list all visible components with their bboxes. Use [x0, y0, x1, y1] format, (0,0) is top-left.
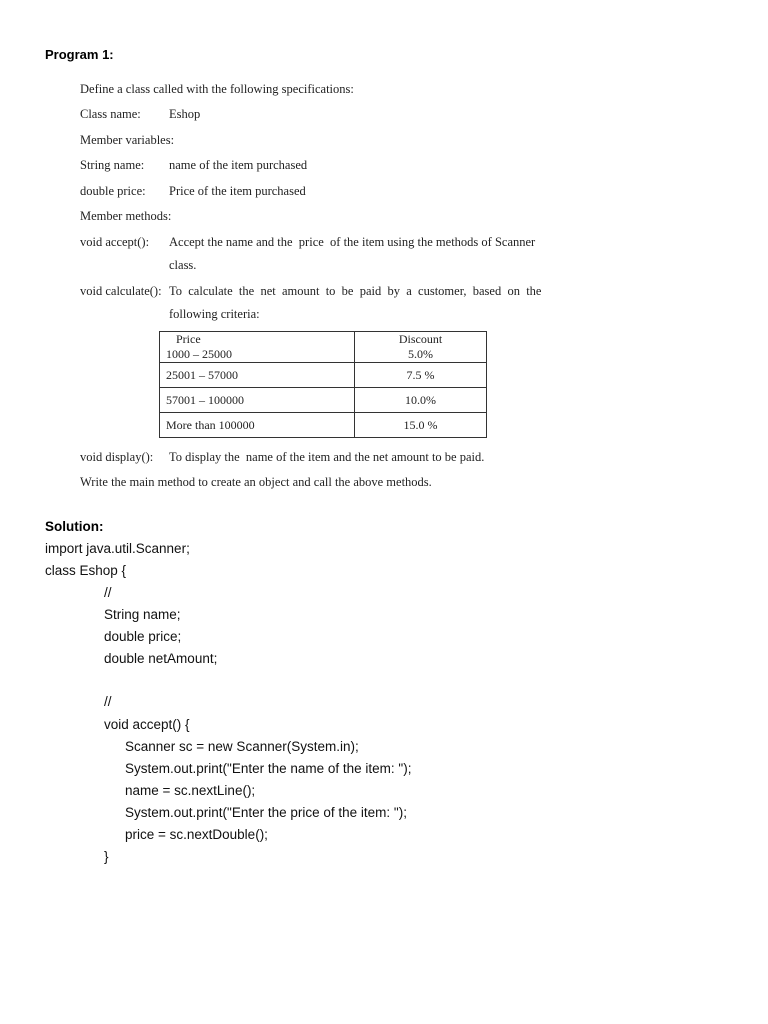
accept-desc-line2: class. — [169, 258, 197, 272]
code-line: double price; — [104, 629, 182, 644]
table-cell — [355, 332, 487, 363]
var-name-label: String name: — [80, 158, 145, 172]
code-line: double netAmount; — [104, 651, 218, 666]
accept-label: void accept(): — [80, 235, 150, 249]
table-cell-price: 57001 – 100000 — [160, 388, 355, 413]
main-method-instruction: Write the main method to create an object and call the above methods. — [80, 475, 432, 489]
calculate-label: void calculate(): — [80, 284, 162, 298]
program-heading: Program 1: — [45, 47, 114, 62]
calculate-desc-line2: following criteria: — [169, 307, 260, 321]
table-cell-discount: 5.0% — [408, 347, 433, 361]
display-label: void display(): — [80, 450, 154, 464]
table-header-row — [160, 332, 487, 363]
code-line: class Eshop { — [45, 563, 127, 578]
member-methods-heading: Member methods: — [80, 209, 172, 223]
code-line: // — [104, 694, 112, 709]
header-discount: Discount — [398, 332, 443, 346]
calculate-desc-line1: To calculate the net amount to be paid by a customer, based on the — [169, 284, 542, 298]
table-row — [160, 413, 487, 438]
code-line: price = sc.nextDouble(); — [125, 827, 268, 842]
table-cell-price: 1000 – 25000 — [166, 347, 232, 361]
code-line: } — [104, 849, 109, 864]
var-name-desc: name of the item purchased — [169, 158, 308, 172]
code-line: System.out.print("Enter the price of the item: "); — [125, 805, 407, 820]
table-cell — [160, 332, 355, 363]
header-price: Price — [176, 332, 201, 346]
member-variables-heading: Member variables: — [80, 133, 175, 147]
code-line: name = sc.nextLine(); — [125, 783, 256, 798]
table-cell-discount: 15.0 % — [355, 413, 487, 438]
display-desc: To display the name of the item and the net amount to be paid. — [169, 450, 485, 464]
class-name-value: Eshop — [169, 107, 201, 121]
table-cell-discount: 7.5 % — [355, 363, 487, 388]
table-cell-discount: 10.0% — [355, 388, 487, 413]
table-cell-price: 25001 – 57000 — [160, 363, 355, 388]
table-cell-price: More than 100000 — [160, 413, 355, 438]
code-line: void accept() { — [104, 717, 190, 732]
code-line: // — [104, 585, 112, 600]
code-line: String name; — [104, 607, 181, 622]
spec-intro: Define a class called with the following specifications: — [80, 82, 354, 96]
discount-criteria-table — [159, 331, 487, 438]
code-line: Scanner sc = new Scanner(System.in); — [125, 739, 359, 754]
code-line: import java.util.Scanner; — [45, 541, 190, 556]
table-row — [160, 388, 487, 413]
accept-desc-line1: Accept the name and the price of the item using the methods of Scanner — [169, 235, 536, 249]
solution-heading: Solution: — [45, 519, 104, 534]
table-row — [160, 363, 487, 388]
var-price-desc: Price of the item purchased — [169, 184, 306, 198]
class-name-label: Class name: — [80, 107, 141, 121]
var-price-label: double price: — [80, 184, 146, 198]
code-line: System.out.print("Enter the name of the item: "); — [125, 761, 412, 776]
